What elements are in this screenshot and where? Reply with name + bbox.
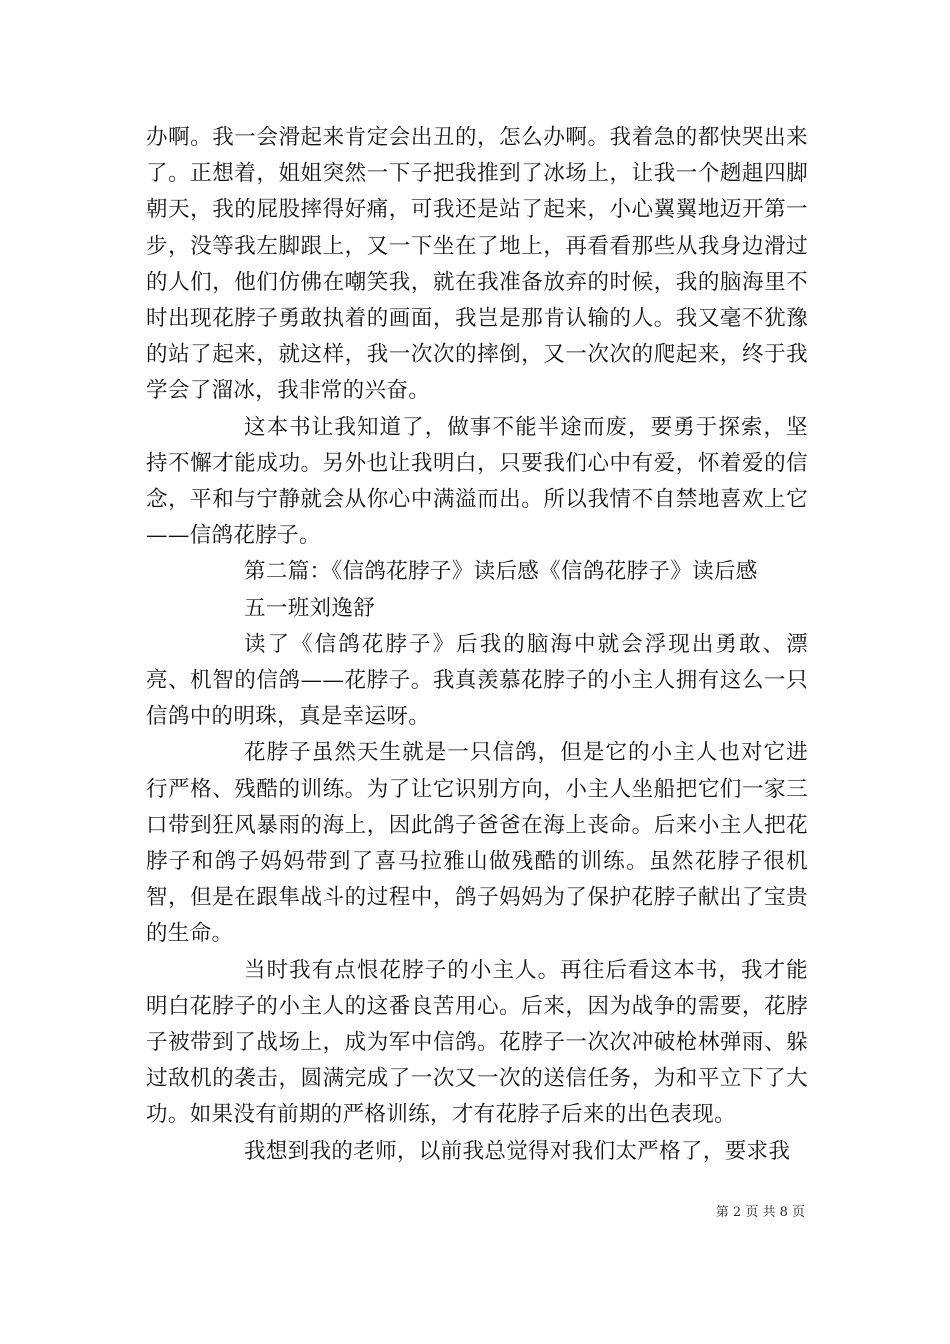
paragraph-first-impression: 读了《信鸽花脖子》后我的脑海中就会浮现出勇敢、漂亮、机智的信鸽——花脖子。我真羡慕花脖子的小主人拥有这么一只信鸽中的明珠，真是幸运呀。 <box>146 631 808 730</box>
section-heading: 第二篇：《信鸽花脖子》读后感《信鸽花脖子》读后感 <box>244 559 758 585</box>
paragraph-training: 花脖子虽然天生就是一只信鸽，但是它的小主人也对它进行严格、残酷的训练。为了让它识别方向，小主人坐船把它们一家三口带到狂风暴雨的海上，因此鸽子爸爸在海上丧命。后来小主人把花脖子和鸽子妈妈带到了喜马拉雅山做残酷的训练。虽然花脖子很机智，但是在跟隼战斗的过程中，鸽子妈妈为了保护花脖子献出了宝贵的生命。 <box>146 740 808 947</box>
paragraph-book-lesson: 这本书让我知道了，做事不能半途而废，要勇于探索，坚持不懈才能成功。另外也让我明白，只要我们心中有爱，怀着爱的信念，平和与宁静就会从你心中满溢而出。所以我情不自禁地喜欢上它——信鸽花脖子。 <box>146 414 808 549</box>
page-number-footer: 第 2 页 共 8 页 <box>715 1205 805 1220</box>
paragraph-skating-continued: 办啊。我一会滑起来肯定会出丑的，怎么办啊。我着急的都快哭出来了。正想着，姐姐突然一下子把我推到了冰场上，让我一个趔趄四脚朝天，我的屁股摔得好痛，可我还是站了起来，小心翼翼地迈开第一步，没等我左脚跟上，又一下坐在了地上，再看看那些从我身边滑过的人们，他们仿佛在嘲笑我，就在我准备放弃的时候，我的脑海里不时出现花脖子勇敢执着的画面，我岂是那肯认输的人。我又毫不犹豫的站了起来，就这样，我一次次的摔倒，又一次次的爬起来，终于我学会了溜冰，我非常的兴奋。 <box>146 125 808 404</box>
paragraph-understanding: 当时我有点恨花脖子的小主人。再往后看这本书，我才能明白花脖子的小主人的这番良苦用心。后来，因为战争的需要，花脖子被带到了战场上，成为军中信鸽。花脖子一次次冲破枪林弹雨、躲过敌机的袭击，圆满完成了一次又一次的送信任务，为和平立下了大功。如果没有前期的严格训练，才有花脖子后来的出色表现。 <box>146 957 808 1128</box>
document-body <box>146 120 808 1170</box>
author-line: 五一班刘逸舒 <box>244 595 376 621</box>
paragraph-teacher: 我想到我的老师，以前我总觉得对我们太严格了，要求我 <box>244 1138 791 1164</box>
